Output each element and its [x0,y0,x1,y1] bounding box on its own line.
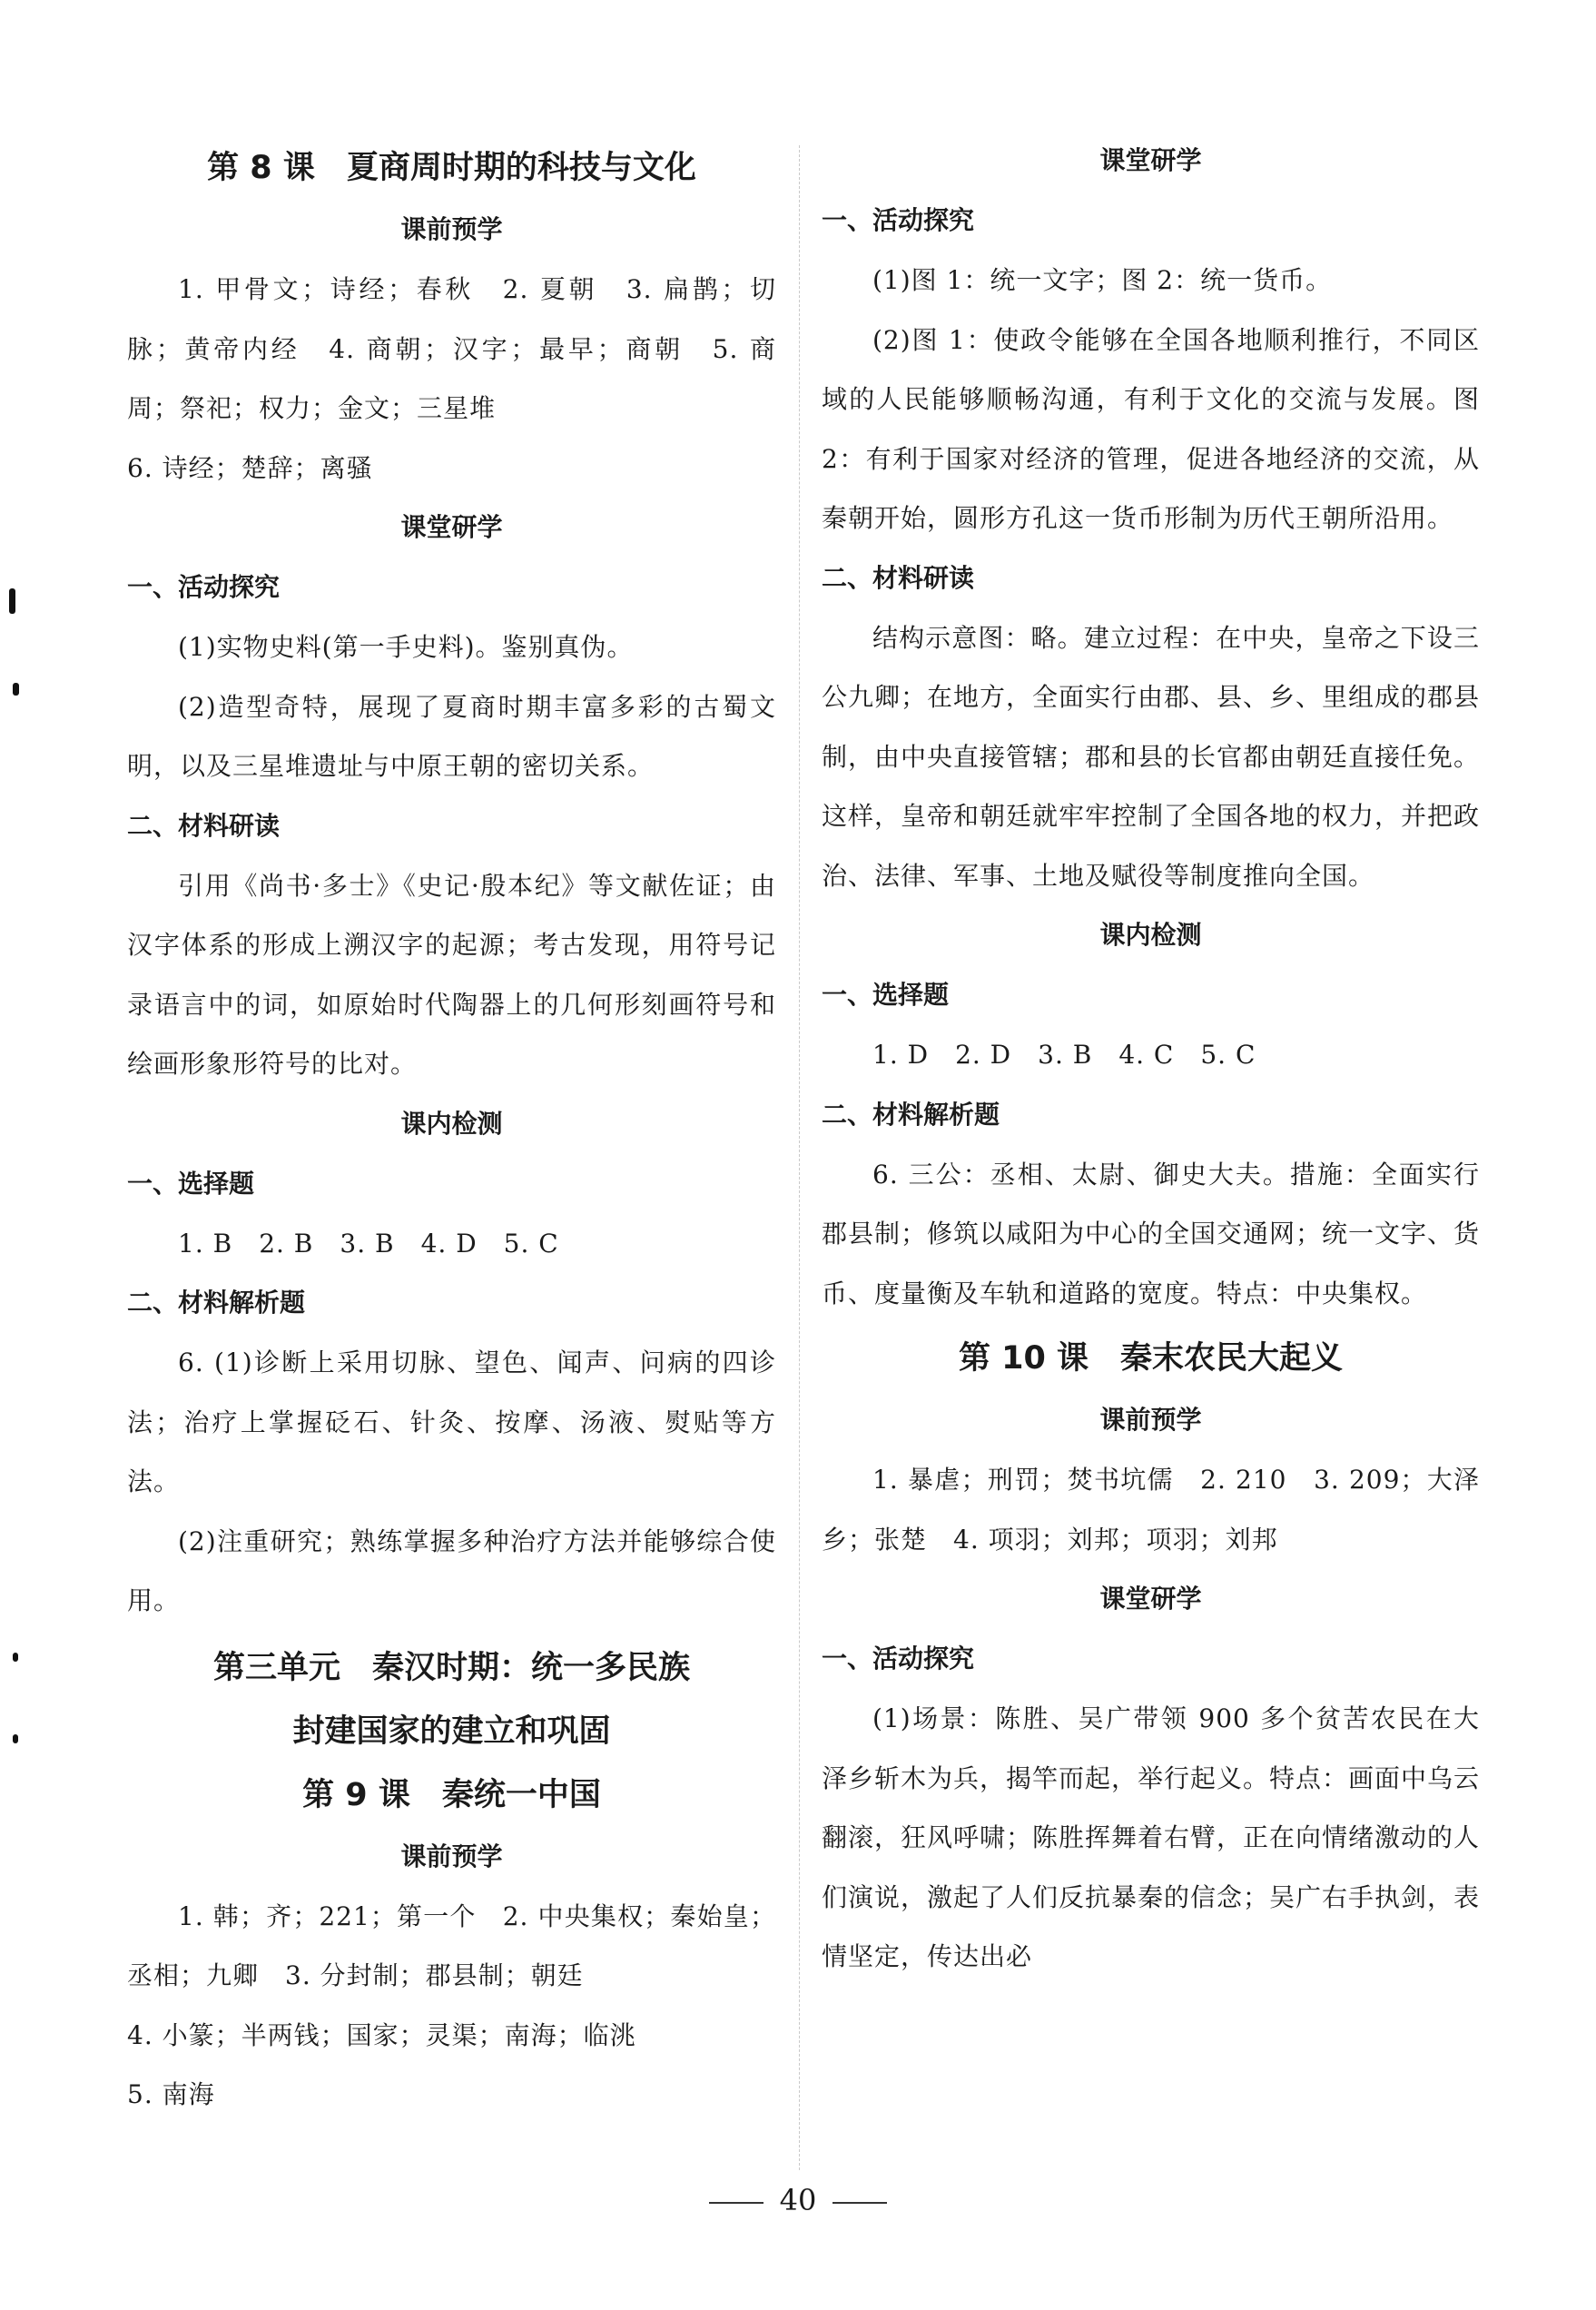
activity-answer: (1)实物史料(第一手史料)。鉴别真伪。 [178,632,634,662]
prestudy-answers: 5. 南海 [127,2079,215,2109]
right-column [822,136,1480,1987]
left-column [127,136,776,2125]
prestudy-answers: 1. 甲骨文；诗经；春秋 2. 夏朝 3. 扁鹊；切脉；黄帝内经 4. 商朝；汉字；最早；商朝 5. 商周；祭祀；权力；金文；三星堆 [127,274,776,423]
choice-heading: 一、选择题 [822,980,950,1010]
activity-heading: 一、活动探究 [822,1644,975,1673]
analysis-heading: 二、材料解析题 [127,1288,306,1318]
page-number [0,2177,1596,2223]
choice-answers: 1. B 2. B 3. B 4. D 5. C [178,1228,559,1259]
section-classroom: 课堂研学 [1099,1584,1202,1614]
activity-heading: 一、活动探究 [127,572,281,602]
activity-heading: 一、活动探究 [822,205,975,235]
material-heading: 二、材料研读 [127,810,281,841]
page-number-dash [832,2202,887,2204]
unit-3-title: 第三单元 秦汉时期：统一多民族 [212,1649,690,1686]
unit-3-title-line2: 封建国家的建立和巩固 [292,1713,611,1750]
lesson-10-title: 第 10 课 秦末农民大起义 [958,1340,1344,1377]
prestudy-answers: 4. 小篆；半两钱；国家；灵渠；南海；临洮 [127,2019,636,2050]
scan-mark [13,1653,18,1662]
scan-mark [13,1734,18,1743]
analysis-heading: 二、材料解析题 [822,1099,1000,1130]
prestudy-answers: 1. 暴虐；刑罚；焚书坑儒 2. 210 3. 209；大泽乡；张楚 4. 项羽；刘邦；项羽；刘邦 [822,1465,1480,1555]
choice-heading: 一、选择题 [127,1168,255,1199]
lesson-9-title: 第 9 课 秦统一中国 [302,1776,601,1813]
material-answer: 结构示意图：略。建立过程：在中央，皇帝之下设三公九卿；在地方，全面实行由郡、县、乡、里组成的郡县制，由中央直接管辖；郡和县的长官都由朝廷直接任免。这样，皇帝和朝廷就牢牢控制了全国各地的权力，并把政治、法律、军事、土地及赋役等制度推向全国。 [822,622,1481,891]
prestudy-answers: 6. 诗经；楚辞；离骚 [127,452,373,483]
analysis-answer: 6. (1)诊断上采用切脉、望色、闻声、问病的四诊法；治疗上掌握砭石、针灸、按摩、汤液、熨贴等方法。 [127,1348,776,1496]
prestudy-answers: 1. 韩；齐；221；第一个 2. 中央集权；秦始皇；丞相；九卿 3. 分封制；郡县制；朝廷 [127,1900,776,1990]
activity-answer: (1)场景：陈胜、吴广带领 900 多个贫苦农民在大泽乡斩木为兵，揭竿而起，举行起义。特点：画面中乌云翻滚，狂风呼啸；陈胜挥舞着右臂，正在向情绪激动的人们演说，激起了人们反抗暴秦的信念；吴广右手执剑，表情坚定，传达出必 [822,1703,1481,1971]
scan-mark [13,683,19,696]
page-number-value: 40 [779,2183,817,2217]
lesson-8-title: 第 8 课 夏商周时期的科技与文化 [207,150,696,186]
activity-answer: (2)造型奇特，展现了夏商时期丰富多彩的古蜀文明，以及三星堆遗址与中原王朝的密切关系。 [127,691,776,781]
section-prestudy: 课前预学 [400,1841,503,1871]
material-answer: 引用《尚书·多士》《史记·殷本纪》等文献佐证；由汉字体系的形成上溯汉字的起源；考古发现，用符号记录语言中的词，如原始时代陶器上的几何形刻画符号和绘画形象形符号的比对。 [127,870,776,1079]
column-divider [799,145,800,2170]
material-heading: 二、材料研读 [822,562,975,593]
section-classroom: 课堂研学 [1099,145,1202,175]
analysis-answer: 6. 三公：丞相、太尉、御史大夫。措施：全面实行郡县制；修筑以咸阳为中心的全国交通网；统一文字、货币、度量衡及车轨和道路的宽度。特点：中央集权。 [822,1159,1481,1308]
section-check: 课内检测 [1099,920,1202,950]
page-number-dash [709,2202,764,2204]
choice-answers: 1. D 2. D 3. B 4. C 5. C [872,1040,1256,1070]
section-check: 课内检测 [400,1108,503,1139]
activity-answer: (1)图 1：统一文字；图 2：统一货币。 [872,265,1333,295]
activity-answer: (2)图 1：使政令能够在全国各地顺利推行，不同区域的人民能够顺畅沟通，有利于文化的交流与发展。图 2：有利于国家对经济的管理，促进各地经济的交流，从秦朝开始，圆形方孔这一货币形制为历代王朝所沿用。 [822,324,1480,533]
scan-mark [9,588,15,614]
analysis-answer: (2)注重研究；熟练掌握多种治疗方法并能够综合使用。 [127,1525,776,1615]
section-prestudy: 课前预学 [1099,1405,1202,1435]
section-classroom: 课堂研学 [400,512,503,542]
section-prestudy: 课前预学 [400,214,503,244]
